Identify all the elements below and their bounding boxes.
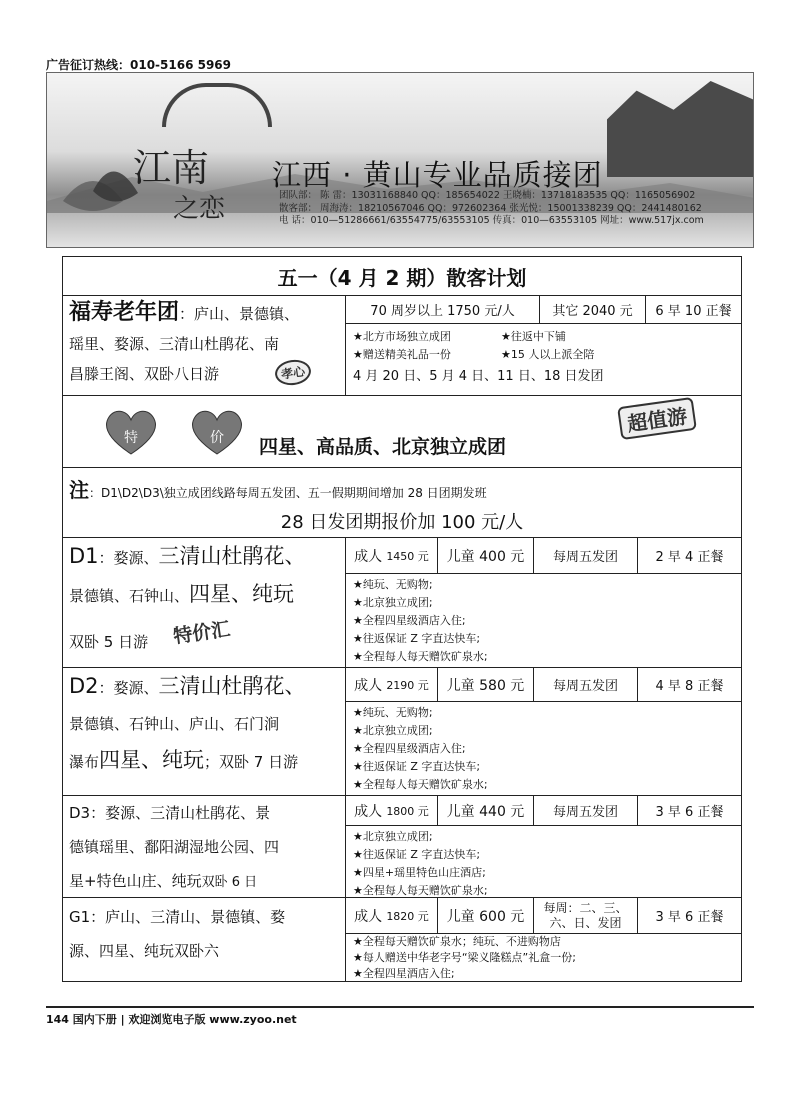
g1-note: ★全程每天赠饮矿泉水；纯玩、不进购物店 xyxy=(353,935,561,948)
d1-note: ★北京独立成团; xyxy=(353,596,433,609)
d2-route-text: 瀑布 xyxy=(69,753,100,771)
d1-section xyxy=(63,537,741,667)
d3-note: ★全程每人每天赠饮矿泉水; xyxy=(353,884,488,897)
heart-icon xyxy=(189,408,245,456)
d3-depart: 每周五发团 xyxy=(533,796,637,826)
d1-code: D1 xyxy=(69,544,99,568)
fushou-route-line2: 瑶里、婺源、三清山杜鹃花、南 xyxy=(69,335,280,353)
d1-meals: 2 早 4 正餐 xyxy=(637,538,741,574)
bridge-illustration xyxy=(162,83,272,127)
g1-note: ★每人赠送中华老字号“梁义隆糕点”礼盒一份; xyxy=(353,951,576,964)
lotus-logo-icon xyxy=(53,131,273,227)
contact-line-phone: 电 话：010—51286661/63554775/63553105 传真：010—63553105 网址：www.517jx.com xyxy=(279,215,704,226)
d2-notes xyxy=(353,704,488,794)
d2-section xyxy=(63,667,741,795)
heart-icon xyxy=(103,408,159,456)
note-extra: 28 日发团期报价加 100 元/人 xyxy=(280,512,524,533)
fushou-price-old: 70 周岁以上 1750 元/人 xyxy=(345,296,539,324)
banner xyxy=(46,72,754,248)
d2-code: D2 xyxy=(69,674,99,698)
g1-route-text: 源、四星、纯玩 xyxy=(69,942,175,960)
d3-section xyxy=(63,795,741,897)
g1-note: ★全程四星酒店入住; xyxy=(353,967,455,980)
d3-child-price: 儿童 440 元 xyxy=(437,796,533,826)
d2-route-text: 四星、纯玩 xyxy=(99,748,205,772)
d2-meals: 4 早 8 正餐 xyxy=(637,668,741,702)
d2-adult-price: 成人 2190 元 xyxy=(345,668,437,702)
special-section xyxy=(63,395,741,467)
note-section xyxy=(63,467,741,537)
g1-depart-line: 每周：二、三、 xyxy=(543,900,628,915)
d1-notes xyxy=(353,576,488,666)
d1-route-text: 景德镇、石钟山、 xyxy=(69,587,190,605)
xiaoxin-stamp: 孝心 xyxy=(273,358,312,388)
fushou-name: 福寿老年团 xyxy=(69,300,180,325)
d1-note: ★全程四星级酒店入住; xyxy=(353,614,466,627)
note-label: 注 xyxy=(69,478,89,502)
d3-adult-price: 成人 1800 元 xyxy=(345,796,437,826)
d1-adult-price: 成人 1450 元 xyxy=(345,538,437,574)
d1-route-text: 三清山杜鹃花、 xyxy=(158,544,306,568)
fushou-route-head: ：庐山、景德镇、 xyxy=(179,305,300,323)
d2-note: ★纯玩、无购物; xyxy=(353,706,433,719)
d1-child-price: 儿童 400 元 xyxy=(437,538,533,574)
fushou-price-other: 其它 2040 元 xyxy=(539,296,645,324)
d2-depart: 每周五发团 xyxy=(533,668,637,702)
d3-route-text: 双卧 6 日 xyxy=(201,875,258,890)
g1-depart xyxy=(533,898,637,934)
d1-note: ★全程每人每天赠饮矿泉水; xyxy=(353,650,488,663)
d3-note: ★四星+瑶里特色山庄酒店; xyxy=(353,866,486,879)
d2-route-text: ：婺源、 xyxy=(98,679,159,697)
fushou-section xyxy=(63,295,741,395)
g1-route-text: G1：庐山、三清山、景德镇、婺 xyxy=(69,908,286,926)
d3-route xyxy=(69,796,349,900)
ad-hotline: 广告征订热线：010-5166 5969 xyxy=(46,58,232,72)
d3-notes xyxy=(353,828,488,900)
heart-text-te: 特 xyxy=(124,430,138,446)
d3-route-text: D3：婺源、三清山杜鹃花、景 xyxy=(69,804,271,822)
d3-meals: 3 早 6 正餐 xyxy=(637,796,741,826)
note-text: ：D1\D2\D3\独立成团线路每周五发团、五一假期期间增加 28 日团期发班 xyxy=(89,486,487,500)
logo-text-jiangnan: 江南 xyxy=(133,146,210,190)
g1-child-price: 儿童 600 元 xyxy=(437,898,533,934)
contact-line-individual: 散客部： 周海涛：18210567046 QQ：972602364 张光悦：15001338239 QQ：2441480162 xyxy=(279,202,702,214)
d3-route-text: 德镇瑶里、鄱阳湖湿地公园、四 xyxy=(69,838,280,856)
fushou-dates: 4 月 20 日、5 月 4 日、11 日、18 日发团 xyxy=(353,369,604,384)
d1-note: ★纯玩、无购物; xyxy=(353,578,433,591)
heart-text-jia: 价 xyxy=(210,430,224,446)
d1-depart: 每周五发团 xyxy=(533,538,637,574)
d1-route-text: ：婺源、 xyxy=(98,549,159,567)
d3-note: ★北京独立成团; xyxy=(353,830,433,843)
fushou-meals: 6 早 10 正餐 xyxy=(645,296,741,324)
g1-meals: 3 早 6 正餐 xyxy=(637,898,741,934)
plan-title: 五一（4 月 2 期）散客计划 xyxy=(277,265,527,290)
g1-route-text: 双卧六 xyxy=(174,942,220,960)
d2-route-text: 三清山杜鹃花、 xyxy=(158,674,306,698)
d2-note: ★北京独立成团; xyxy=(353,724,433,737)
fushou-note: ★赠送精美礼品一份 xyxy=(353,348,451,361)
d2-note: ★全程每人每天赠饮矿泉水; xyxy=(353,778,488,791)
d1-route-text: 双卧 5 日游 xyxy=(69,633,149,651)
house-illustration xyxy=(607,81,754,177)
chaozhiyou-stamp: 超值游 xyxy=(617,397,697,440)
fushou-route-line3: 昌滕王阁、双卧八日游 xyxy=(69,365,220,383)
fushou-notes xyxy=(353,328,733,386)
d1-route-text: 四星、纯玩 xyxy=(189,582,295,606)
g1-route xyxy=(69,900,349,968)
contact-line-team: 团队部： 陈 雷：13031168840 QQ：185654022 王晓楠：13718183535 QQ：1165056902 xyxy=(279,190,696,201)
banner-title: 江西 · 黄山专业品质接团 xyxy=(272,158,603,192)
g1-depart-line: 六、日、发团 xyxy=(549,915,622,930)
page-footer: 144 国内下册 | 欢迎浏览电子版 www.zyoo.net xyxy=(46,1006,754,1027)
tejiahui-stamp: 特价汇 xyxy=(171,618,232,648)
d2-note: ★往返保证 Z 字直达快车; xyxy=(353,760,481,773)
g1-notes xyxy=(353,934,576,982)
d2-note: ★全程四星级酒店入住; xyxy=(353,742,466,755)
g1-adult-price: 成人 1820 元 xyxy=(345,898,437,934)
contact-info xyxy=(279,190,704,228)
d1-note: ★往返保证 Z 字直达快车; xyxy=(353,632,481,645)
fushou-note: ★北方市场独立成团 xyxy=(353,330,451,343)
plan-box xyxy=(62,256,742,982)
fushou-note: ★往返中下铺 xyxy=(501,330,566,343)
logo-text-zhilian: 之恋 xyxy=(173,194,226,224)
special-slogan: 四星、高品质、北京独立成团 xyxy=(259,436,507,458)
d2-route-text: 景德镇、石钟山、庐山、石门涧 xyxy=(69,715,280,733)
d3-route-text: 星+特色山庄、纯玩 xyxy=(69,872,202,890)
d2-child-price: 儿童 580 元 xyxy=(437,668,533,702)
d2-route xyxy=(69,668,349,780)
note-line xyxy=(69,474,487,503)
g1-section xyxy=(63,897,741,981)
d2-route-text: ；双卧 7 日游 xyxy=(204,753,299,771)
d3-note: ★往返保证 Z 字直达快车; xyxy=(353,848,481,861)
fushou-note: ★15 人以上派全陪 xyxy=(501,348,595,361)
